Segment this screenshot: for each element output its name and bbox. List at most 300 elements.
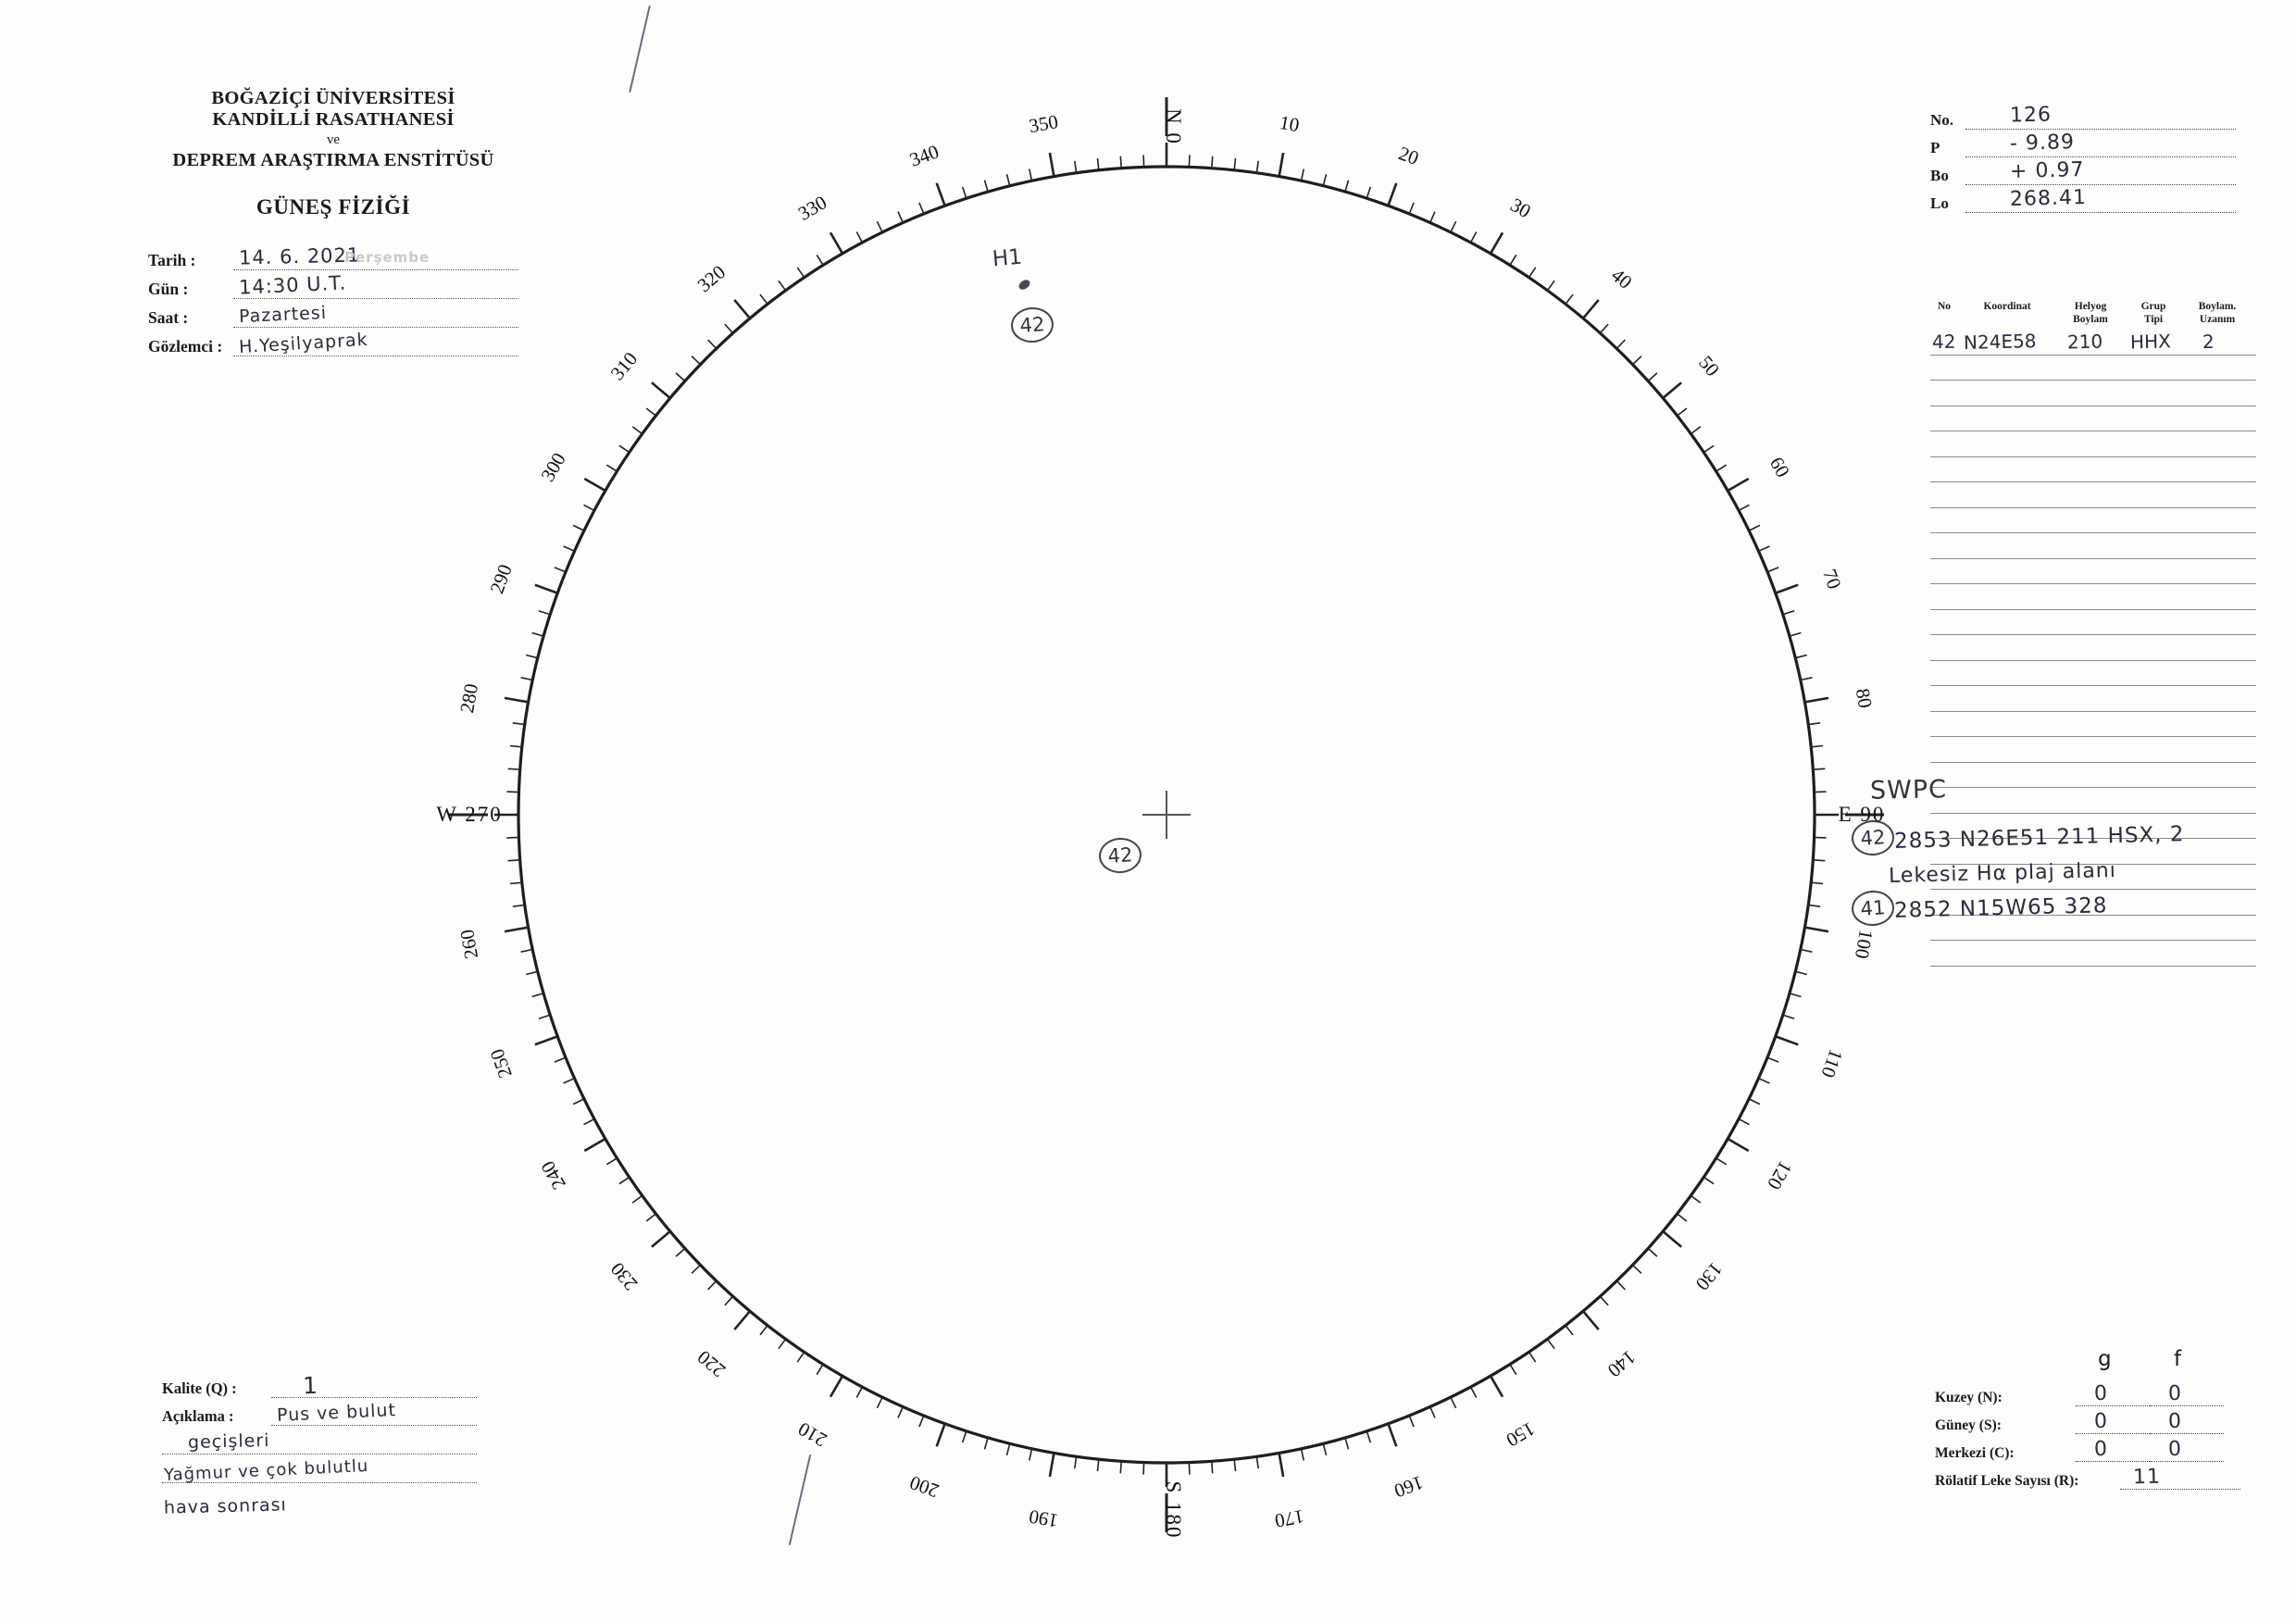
degree-tick [632, 427, 643, 434]
degree-tick [1811, 882, 1823, 883]
id-value-lo-line[interactable] [1965, 185, 2236, 213]
degree-tick [1471, 1387, 1477, 1397]
cell-helyog: 210 [2066, 330, 2103, 354]
id-row [1930, 185, 2236, 213]
disk-svg [421, 69, 1912, 1560]
degree-tick [1547, 1339, 1554, 1349]
degree-tick [584, 479, 605, 491]
degree-label: 30 [1506, 193, 1535, 223]
degree-tick [1050, 153, 1054, 177]
description-value-3: Yağmur ve çok bulutlu [163, 1455, 369, 1486]
id-value-p: - 9.89 [2009, 131, 2076, 156]
table-row[interactable] [1930, 533, 2256, 559]
degree-tick [510, 882, 522, 883]
table-row[interactable] [1930, 737, 2256, 763]
degree-tick [1801, 678, 1813, 680]
degree-tick [1098, 1459, 1099, 1471]
degree-tick [1471, 232, 1477, 243]
degree-label: 170 [1273, 1504, 1306, 1532]
table-header-koordinat: Koordinat [1983, 301, 2031, 312]
degree-tick [1120, 1461, 1121, 1473]
degree-tick [526, 971, 538, 974]
cell-no: 42 [1931, 330, 1956, 353]
degree-tick [1279, 153, 1284, 177]
table-row[interactable] [1930, 457, 2256, 483]
degree-tick [1366, 187, 1370, 198]
degree-tick [734, 300, 750, 318]
degree-label: 100 [1850, 928, 1878, 961]
table-row[interactable] [1930, 661, 2256, 687]
degree-tick [1811, 746, 1823, 747]
degree-tick [532, 993, 544, 997]
degree-label: 20 [1395, 142, 1422, 169]
degree-tick [985, 181, 989, 193]
degree-tick [1663, 1231, 1681, 1247]
degree-tick [513, 905, 525, 906]
identification-block [1930, 102, 2236, 213]
degree-tick [1600, 1296, 1608, 1305]
degree-tick [646, 408, 655, 416]
table-row[interactable] [1930, 381, 2256, 406]
time-value: Pazartesi [238, 302, 328, 328]
degree-tick [1678, 408, 1687, 416]
table-row[interactable] [1930, 635, 2256, 661]
degree-tick [564, 1079, 575, 1083]
degree-tick [1323, 1443, 1326, 1455]
degree-tick [1815, 837, 1827, 838]
degree-tick [535, 1036, 557, 1044]
table-header-grup: Grup Tipi [2140, 301, 2166, 325]
degree-tick [1749, 525, 1760, 531]
id-value-bo: + 0.97 [2009, 158, 2085, 183]
degree-tick [1813, 860, 1825, 861]
swpc-note-row [1852, 854, 2287, 889]
degree-tick [508, 860, 520, 861]
swpc-note-list [1852, 778, 2287, 924]
degree-label: 190 [1027, 1504, 1060, 1532]
degree-label: 250 [485, 1045, 517, 1081]
degree-tick [1815, 792, 1827, 793]
degree-tick [1813, 768, 1825, 769]
degree-tick [937, 1424, 945, 1446]
degree-label: 110 [1816, 1046, 1848, 1081]
degree-tick [1600, 324, 1608, 333]
day-label: Gün : [148, 280, 189, 298]
cell-grup: HHX [2129, 330, 2172, 354]
degree-tick [692, 356, 700, 365]
degree-tick [779, 1339, 786, 1349]
count-central-g[interactable] [2076, 1439, 2150, 1462]
observer-label: Gözlemci : [148, 337, 223, 356]
degree-tick [779, 281, 786, 291]
degree-tick [573, 525, 584, 531]
degree-tick [1716, 465, 1727, 471]
degree-tick [1716, 1158, 1727, 1165]
degree-tick [1583, 300, 1599, 318]
table-header [1930, 301, 2256, 326]
degree-tick [646, 1214, 655, 1221]
cardinal-east-label: E 90 [1838, 803, 1886, 826]
degree-tick [632, 1195, 643, 1203]
degree-tick [1279, 1453, 1284, 1477]
count-label-north: Kuzey (N): [1935, 1390, 2003, 1405]
degree-tick [856, 232, 862, 243]
count-north-f-value: 0 [2167, 1381, 2183, 1406]
cardinal-west-label: W 270 [436, 803, 503, 826]
time-label: Saat : [148, 308, 189, 327]
degree-label: 230 [605, 1257, 643, 1295]
degree-tick [1759, 1079, 1770, 1083]
id-value-p-line[interactable] [1965, 133, 2236, 157]
degree-tick [1143, 155, 1144, 167]
count-label-south: Güney (S): [1935, 1417, 2002, 1433]
group-number-circle-42-b: 42 [1098, 836, 1143, 874]
degree-tick [1678, 1214, 1687, 1221]
degree-tick [606, 1158, 617, 1165]
degree-label: 200 [906, 1471, 942, 1503]
degree-tick [505, 698, 529, 703]
degree-tick [564, 546, 575, 551]
degree-tick [1491, 1376, 1503, 1397]
degree-tick [521, 678, 533, 680]
degree-tick [526, 655, 538, 658]
degree-tick [1648, 373, 1657, 381]
degree-tick [919, 203, 924, 214]
degree-tick [510, 746, 522, 747]
quality-label: Kalite (Q) : [162, 1380, 237, 1397]
id-value-bo-line[interactable] [1965, 158, 2236, 185]
degree-tick [1388, 183, 1396, 206]
institution-line-2: KANDİLLİ RASATHANESİ [212, 109, 455, 130]
degree-tick [830, 232, 842, 253]
table-row[interactable] [1930, 406, 2256, 432]
cardinal-south-label: S 180 [1162, 1480, 1185, 1540]
degree-label: 150 [1502, 1417, 1540, 1452]
group-circle-41: 41 [1851, 889, 1896, 927]
degree-label: 340 [906, 140, 942, 171]
degree-tick [555, 568, 566, 572]
degree-tick [1804, 698, 1828, 703]
degree-tick [1776, 1036, 1798, 1044]
degree-tick [830, 1376, 842, 1397]
degree-tick [692, 1265, 700, 1273]
degree-tick [1633, 1265, 1641, 1273]
degree-tick [1566, 294, 1573, 304]
count-row-central [1935, 1434, 2240, 1462]
degree-tick [539, 611, 550, 615]
degree-tick [725, 324, 733, 333]
swpc-note: SWPC [1869, 775, 1948, 805]
degree-tick [985, 1438, 989, 1450]
degree-tick [1409, 203, 1414, 214]
degree-tick [1345, 181, 1349, 193]
table-row[interactable] [1930, 508, 2256, 534]
degree-tick [1616, 340, 1625, 348]
degree-label: 160 [1391, 1471, 1427, 1503]
g-symbol: g [2098, 1347, 2112, 1371]
count-north-f[interactable] [2150, 1383, 2224, 1406]
degree-tick [1529, 268, 1535, 278]
degree-tick [1804, 928, 1828, 932]
degree-tick [1098, 158, 1099, 170]
degree-tick [1783, 611, 1794, 615]
degree-tick [1075, 1456, 1077, 1468]
degree-tick [1189, 1463, 1190, 1475]
degree-tick [1256, 1456, 1258, 1468]
id-label-lo: Lo [1930, 194, 1949, 212]
count-central-f[interactable] [2150, 1439, 2224, 1462]
degree-tick [937, 183, 945, 206]
count-central-f-value: 0 [2167, 1437, 2183, 1462]
degree-tick [797, 1352, 804, 1362]
institution-conjunction: ve [326, 132, 341, 147]
relative-count-value-line[interactable] [2120, 1467, 2240, 1490]
degree-tick [652, 1231, 670, 1247]
degree-tick [676, 1248, 685, 1256]
table-row[interactable] [1930, 941, 2256, 967]
degree-tick [963, 1431, 967, 1442]
cell-boylam: 2 [2202, 330, 2215, 353]
section-title: GÜNEŞ FİZİĞİ [256, 195, 411, 218]
swpc-note-text-3: 2852 N15W65 328 [1893, 893, 2108, 923]
degree-label: 240 [536, 1156, 570, 1194]
degree-tick [877, 221, 882, 232]
degree-tick [539, 1015, 550, 1018]
degree-tick [1728, 479, 1749, 491]
date-ghost-text: Perşembe [344, 249, 430, 266]
count-row-north [1935, 1379, 2240, 1406]
count-label-central: Merkezi (C): [1935, 1445, 2015, 1461]
table-row[interactable] [1930, 431, 2256, 457]
table-row[interactable] [1930, 712, 2256, 738]
degree-tick [513, 723, 525, 725]
table-row[interactable] [1930, 610, 2256, 636]
degree-tick [898, 212, 903, 223]
count-central-g-value: 0 [2093, 1437, 2109, 1462]
degree-tick [797, 268, 804, 278]
id-row [1930, 157, 2236, 185]
description-value-1: Pus ve bulut [276, 1400, 397, 1426]
date-label: Tarih : [148, 251, 196, 269]
degree-tick [1633, 356, 1641, 365]
degree-label: 40 [1606, 263, 1637, 293]
table-row[interactable] [1930, 482, 2256, 508]
degree-tick [532, 633, 544, 637]
degree-tick [1795, 655, 1807, 658]
degree-tick [1007, 1443, 1010, 1455]
degree-tick [535, 585, 557, 593]
id-value-no: 126 [2009, 103, 2053, 128]
degree-tick [521, 950, 533, 953]
degree-tick [760, 294, 767, 304]
degree-tick [1767, 1057, 1778, 1062]
degree-label: 280 [455, 681, 483, 715]
count-row-relative [1935, 1462, 2240, 1490]
degree-label: 320 [693, 260, 730, 297]
degree-tick [506, 792, 518, 793]
degree-tick [856, 1387, 862, 1397]
cell-koordinat: N24E58 [1963, 329, 2037, 354]
degree-tick [1050, 1453, 1054, 1477]
count-south-g-value: 0 [2093, 1409, 2109, 1434]
id-value-lo: 268.41 [2009, 185, 2088, 212]
date-value: 14. 6. 2021 [238, 243, 361, 269]
degree-tick [1691, 427, 1701, 434]
degree-tick [963, 187, 967, 198]
degree-tick [1767, 568, 1778, 572]
degree-tick [877, 1397, 882, 1408]
degree-tick [619, 445, 630, 452]
degree-tick [760, 1326, 767, 1335]
degree-label: 120 [1763, 1156, 1797, 1194]
degree-tick [1703, 445, 1714, 452]
degree-tick [1366, 1431, 1370, 1442]
degree-tick [1302, 1449, 1304, 1461]
table-row[interactable] [1930, 559, 2256, 585]
degree-label: 140 [1603, 1345, 1641, 1382]
degree-tick [1345, 1438, 1349, 1450]
degree-tick [1790, 993, 1802, 997]
id-label-bo: Bo [1930, 167, 1949, 184]
degree-tick [1029, 1449, 1032, 1461]
count-south-f[interactable] [2150, 1411, 2224, 1434]
cardinal-north-label: N 0 [1162, 108, 1185, 145]
count-south-f-value: 0 [2167, 1409, 2183, 1434]
group-number-circle-42-a: 42 [1010, 306, 1055, 343]
degree-tick [1783, 1015, 1794, 1018]
swpc-note-text-1: 2853 N26E51 211 HSX, 2 [1893, 822, 2185, 854]
degree-tick [1007, 174, 1010, 186]
degree-tick [1566, 1326, 1573, 1335]
degree-tick [1302, 169, 1304, 181]
degree-tick [1703, 1177, 1714, 1183]
group-circle-42: 42 [1851, 818, 1896, 856]
degree-tick [1234, 158, 1235, 170]
table-row[interactable] [1930, 356, 2256, 381]
spot-label-h1: H1 [991, 244, 1024, 272]
degree-tick [676, 373, 685, 381]
degree-tick [1583, 1311, 1599, 1330]
degree-tick [1388, 1424, 1396, 1446]
observer-value: H.Yeşilyaprak [238, 329, 369, 358]
degree-tick [505, 928, 529, 932]
id-row [1930, 102, 2236, 130]
degree-tick [508, 768, 520, 769]
degree-tick [506, 837, 518, 838]
day-value: 14:30 U.T. [238, 271, 347, 299]
table-row[interactable] [1930, 584, 2256, 610]
degree-label: 350 [1027, 110, 1060, 138]
degree-tick [1616, 1281, 1625, 1290]
relative-count-value: 11 [2132, 1465, 2162, 1490]
degree-tick [1728, 1139, 1749, 1151]
degree-tick [1510, 255, 1516, 265]
degree-label: 50 [1694, 351, 1725, 381]
degree-tick [619, 1177, 630, 1183]
degree-tick [1451, 1397, 1456, 1408]
count-south-g[interactable] [2076, 1411, 2150, 1434]
id-label-no: No. [1930, 111, 1954, 129]
id-label-p: P [1930, 139, 1940, 156]
quality-value: 1 [302, 1371, 319, 1400]
degree-tick [1663, 382, 1681, 398]
degree-label: 330 [793, 191, 831, 225]
description-value-2: geçişleri [187, 1429, 270, 1454]
degree-label: 300 [536, 448, 570, 486]
degree-tick [555, 1057, 566, 1062]
degree-tick [1795, 971, 1807, 974]
degree-tick [1075, 161, 1077, 173]
degree-tick [1801, 950, 1813, 953]
degree-tick [1510, 1365, 1516, 1375]
spot-count-block [1935, 1347, 2240, 1490]
degree-tick [1234, 1459, 1235, 1471]
degree-label: 10 [1278, 110, 1302, 137]
institution-line-1: BOĞAZİÇİ ÜNİVERSİTESİ [211, 88, 455, 108]
degree-tick [1212, 156, 1213, 169]
degree-label: 220 [693, 1345, 730, 1382]
degree-tick [1691, 1195, 1701, 1203]
degree-label: 210 [793, 1417, 831, 1452]
degree-tick [573, 1099, 584, 1105]
degree-tick [584, 505, 594, 510]
degree-tick [1749, 1099, 1760, 1105]
swpc-note-row [1852, 818, 2287, 854]
degree-tick [817, 1365, 823, 1375]
degree-tick [919, 1416, 924, 1427]
degree-tick [1491, 232, 1503, 253]
degree-tick [584, 1139, 605, 1151]
table-row[interactable] [1930, 330, 2256, 356]
degree-tick [1739, 1119, 1749, 1125]
table-header-no: No [1937, 301, 1952, 312]
degree-tick [1143, 1463, 1144, 1475]
degree-tick [1189, 155, 1190, 167]
degree-tick [1120, 156, 1121, 169]
degree-label: 80 [1851, 686, 1878, 710]
degree-tick [1648, 1248, 1657, 1256]
degree-tick [1029, 169, 1032, 181]
count-north-g-value: 0 [2093, 1381, 2109, 1406]
degree-tick [1808, 723, 1820, 725]
description-label: Açıklama : [162, 1407, 234, 1425]
f-symbol: f [2174, 1347, 2182, 1371]
table-row[interactable] [1930, 686, 2256, 712]
description-value-4: hava sonrası [163, 1494, 288, 1518]
degree-tick [898, 1407, 903, 1418]
id-row [1930, 130, 2236, 157]
degree-tick [817, 255, 823, 265]
degree-tick [1256, 161, 1258, 173]
institution-line-3: DEPREM ARAŞTIRMA ENSTİTÜSÜ [172, 150, 494, 170]
degree-label: 290 [485, 561, 517, 597]
degree-tick [725, 1296, 733, 1305]
degree-tick [1212, 1461, 1213, 1473]
count-symbols [1935, 1347, 2240, 1379]
solar-disk-chart [421, 69, 1912, 1560]
degree-tick [1430, 1407, 1435, 1418]
id-value-no-line[interactable] [1965, 103, 2236, 130]
degree-tick [1759, 546, 1770, 551]
table-header-helyog: Helyog Boylam [2073, 301, 2108, 325]
degree-tick [1776, 585, 1798, 593]
count-north-g[interactable] [2076, 1383, 2150, 1406]
degree-tick [1808, 905, 1820, 906]
degree-tick [1451, 221, 1456, 232]
disk-center-cross [1142, 791, 1191, 839]
degree-label: 310 [605, 347, 643, 385]
degree-tick [1739, 505, 1749, 510]
